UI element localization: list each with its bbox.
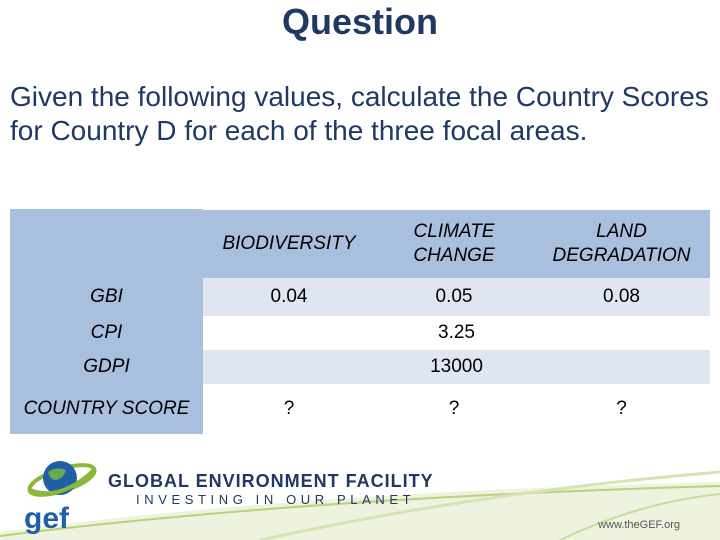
- gef-url: www.theGEF.org: [598, 519, 680, 531]
- column-header-land-degradation: [533, 209, 710, 278]
- column-header-land-degradation-label: LAND DEGRADATION: [552, 221, 691, 266]
- gef-logo: [20, 450, 100, 535]
- table-header-row: [10, 209, 710, 278]
- gbi-climate-change-value: 0.05: [375, 278, 533, 316]
- column-header-climate-change-label: CLIMATE CHANGE: [413, 221, 495, 266]
- cpi-value: 3.25: [203, 316, 710, 350]
- gbi-biodiversity-value: 0.04: [203, 278, 375, 316]
- table-row-cpi: [10, 316, 710, 350]
- gef-tagline: INVESTING IN OUR PLANET: [136, 492, 416, 507]
- column-header-climate-change: [375, 209, 533, 278]
- question-text: Given the following values, calculate the Country Scores for Country D for each of the three focal areas.: [10, 81, 709, 146]
- gef-org-name: GLOBAL ENVIRONMENT FACILITY: [108, 471, 434, 491]
- column-header-biodiversity: BIODIVERSITY: [203, 209, 375, 278]
- row-label-gbi: GBI: [10, 278, 203, 316]
- row-label-cpi: CPI: [10, 316, 203, 350]
- corner-cell: [10, 209, 203, 278]
- score-biodiversity-value: ?: [203, 384, 375, 434]
- row-label-country-score: COUNTRY SCORE: [10, 384, 203, 434]
- gef-logo-text: gef: [24, 502, 69, 535]
- values-table: [10, 208, 710, 434]
- gdpi-value: 13000: [203, 350, 710, 384]
- score-land-degradation-value: ?: [533, 384, 710, 434]
- score-climate-change-value: ?: [375, 384, 533, 434]
- slide-title: Question: [281, 1, 438, 42]
- table-row-gbi: [10, 278, 710, 316]
- row-label-gdpi: GDPI: [10, 350, 203, 384]
- gbi-land-degradation-value: 0.08: [533, 278, 710, 316]
- table-row-country-score: [10, 384, 710, 434]
- table-row-gdpi: [10, 350, 710, 384]
